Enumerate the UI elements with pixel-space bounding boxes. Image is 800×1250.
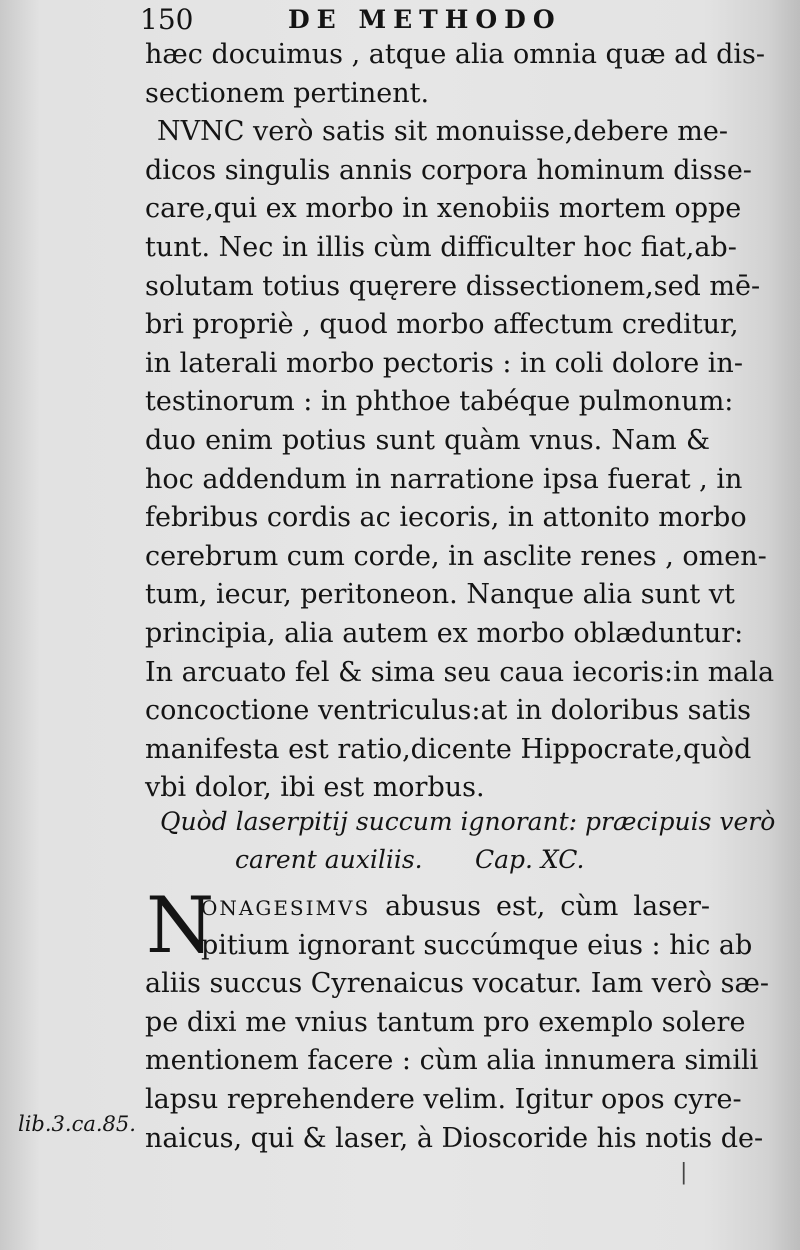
text-line: solutam totius quęrere dissectionem,sed mē- [145, 270, 761, 302]
text-line: duo enim potius sunt quàm vnus. Nam & [145, 424, 710, 456]
text-line: febribus cordis ac iecoris, in attonito morbo [145, 502, 747, 534]
text-line: mentionem facere : cùm alia innumera simili [145, 1045, 759, 1077]
text-line: tum, iecur, peritoneon. Nanque alia sunt vt [145, 579, 735, 611]
text-line-rest: abusus est, cùm laser- [370, 891, 710, 922]
text-line: lapsu reprehendere velim. Igitur opos cyre- [145, 1083, 742, 1115]
text-line: pitium ignorant succúmque eius : hic ab [201, 929, 753, 961]
smallcaps-word: ONAGESIMVS [201, 896, 371, 920]
text-line: care,qui ex morbo in xenobiis mortem oppe [145, 193, 742, 225]
text-line: principia, alia autem ex morbo oblæduntur: [145, 617, 744, 649]
text-line: aliis succus Cyrenaicus vocatur. Iam verò sæ- [145, 968, 769, 1000]
drop-cap: N [146, 881, 215, 971]
text-line: In arcuato fel & sima seu caua iecoris:in mala [145, 656, 775, 688]
text-line: vbi dolor, ibi est morbus. [145, 772, 485, 804]
text-line: testinorum : in phthoe tabéque pulmonum: [145, 386, 734, 418]
text-line: naicus, qui & laser, à Dioscoride his notis de- [145, 1122, 764, 1154]
text-line [145, 888, 710, 927]
page-number: 150 [140, 3, 194, 36]
text-line: bri propriè , quod morbo affectum creditur, [145, 309, 739, 341]
text-line: sectionem pertinent. [145, 77, 430, 109]
text-line: dicos singulis annis corpora hominum disse- [145, 154, 752, 186]
chapter-heading-subtitle: carent auxiliis. [235, 845, 423, 874]
chapter-heading-line2 [160, 841, 710, 879]
page-header [140, 4, 740, 36]
text-line: NVNC verò satis sit monuisse,debere me- [157, 116, 729, 148]
main-text [145, 36, 775, 808]
text-line: manifesta est ratio,dicente Hippocrate,quòd [145, 733, 752, 765]
marginal-note: lib.3.ca.85. [18, 1112, 136, 1136]
chapter-heading-line1: Quòd laserpitij succum ignorant: præcipuis verò [160, 807, 776, 836]
text-line: hæc docuimus , atque alia omnia quæ ad dis- [145, 39, 766, 70]
running-title: DE METHODO [288, 5, 562, 34]
text-line: concoctione ventriculus:at in doloribus satis [145, 695, 751, 727]
page-mark: | [680, 1160, 688, 1185]
chapter-heading [160, 803, 776, 879]
text-line: cerebrum cum corde, in asclite renes , omen- [145, 540, 767, 572]
chapter-text [145, 881, 769, 1158]
text-line: tunt. Nec in illis cùm difficulter hoc fiat,ab- [145, 231, 737, 263]
text-line: pe dixi me vnius tantum pro exemplo solere [145, 1006, 746, 1038]
text-line: in laterali morbo pectoris : in coli dolore in- [145, 347, 743, 379]
text-line: hoc addendum in narratione ipsa fuerat , in [145, 463, 743, 495]
chapter-label: Cap. XC. [475, 845, 585, 874]
